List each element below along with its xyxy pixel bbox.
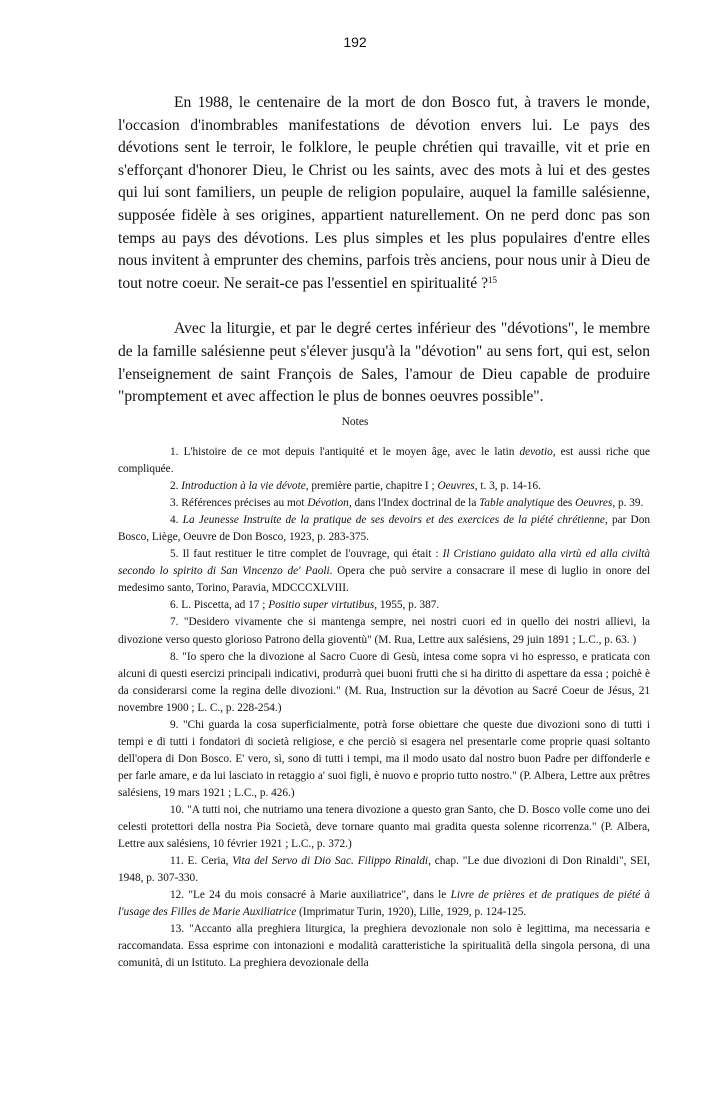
- note-text: 7. "Desidero vivamente che si mantenga sempre, nei nostri cuori ed in quello dei nostri allievi, la divozione verso questo glorioso Patrono della gioventù" (M. Rua, Lettre aux salésiens, 29 juin 1891 ; L.C., p. 63. ): [118, 616, 650, 646]
- note-italic: Positio super virtutibus: [268, 599, 375, 612]
- note-italic: Introduction à la vie dévote: [181, 480, 306, 493]
- note-text: 4.: [170, 514, 183, 527]
- notes-section: [118, 444, 650, 972]
- note-italic: Oeuvres: [575, 497, 613, 510]
- note-italic: devotio: [519, 446, 553, 458]
- note-item: [118, 495, 650, 512]
- body-paragraph: [118, 92, 650, 295]
- note-text: , 1955, p. 387.: [374, 599, 440, 612]
- note-italic: Dévotion: [307, 497, 349, 510]
- note-text: 2.: [170, 480, 182, 493]
- note-text: 12. "Le 24 du mois consacré à Marie auxiliatrice", dans le: [170, 889, 451, 902]
- note-text: (Imprimatur Turin, 1920), Lille, 1929, p. 124-125.: [296, 906, 527, 919]
- note-item: [118, 444, 650, 478]
- note-italic: Oeuvres: [437, 480, 475, 493]
- note-item: [118, 853, 650, 887]
- note-italic: Table analytique: [479, 497, 555, 510]
- note-text: , t. 3, p. 14-16.: [474, 480, 541, 493]
- note-item: [118, 597, 650, 614]
- note-text: 3. Références précises au mot: [170, 497, 308, 510]
- note-text: , chap. "Le due divozioni di Don Rinaldi", SEI, 1948, p. 307-330.: [118, 855, 651, 885]
- note-text: , par Don Bosco, Liège, Oeuvre de Don Bosco, 1923, p. 283-375.: [118, 514, 651, 544]
- note-text: . Opera che può servire a consacrare il mese di luglio in onore del medesimo santo, Torino, Paravia, MDCCCXLVIII.: [118, 565, 651, 595]
- note-italic: La Jeunesse Instruite de la pratique de ses devoirs et des exercices de la piété chrétienne: [182, 514, 605, 527]
- notes-heading: Notes: [341, 416, 369, 428]
- note-text: 11. E. Ceria,: [170, 855, 233, 868]
- note-item: [118, 921, 650, 972]
- note-text: 6. L. Piscetta, ad 17 ;: [170, 599, 269, 612]
- note-italic: Vita del Servo di Dio Sac. Filippo Rinaldi: [232, 855, 429, 868]
- note-italic: Il Cristiano guidato alla virtù ed alla civiltà secondo lo spirito di San Vincenzo de' Paoli: [118, 548, 650, 578]
- note-text: 13. "Accanto alla preghiera liturgica, la preghiera devozionale non solo è legittima, ma necessaria e raccomandata. Essa esprime con intonazioni e modalità caratteristiche la spiritualità della singola persona, di una comunità, di un Istituto. La preghiera devozionale della: [118, 923, 650, 970]
- note-text: 1. L'histoire de ce mot depuis l'antiquité et le moyen âge, avec le latin: [170, 446, 520, 458]
- note-item: [118, 802, 650, 853]
- note-text: 9. "Chi guarda la cosa superficialmente, potrà forse obiettare che queste due divozioni sono di tutti i tempi e di tutti i fondatori di società religiose, e che perciò si esagera nel presentarle come proprie quasi soltanto dell'opera di Don Bosco. E' vero, sì, sono di tutti i tempi, ma il modo usato dal nostro buon Padre per diffonderle e per farle amare, e da lui lasciato in retaggio a' suoi figli, è nuovo e proprio tutto nostro." (P. Albera, Lettre aux prêtres salésiens, 19 mars 1921 ; L.C., p. 426.): [118, 718, 650, 799]
- body-paragraph-text: En 1988, le centenaire de la mort de don Bosco fut, à travers le monde, l'occasion d'inombrables manifestations de dévotion envers lui. Le pays des dévotions sent le terroir, le folklore, le peuple chrétien qui travaille, vit et prie en s'efforçant d'honorer Dieu, le Christ ou les saints, avec des mots à lui et des gestes qui lui sont familiers, un peuple de religion populaire, auquel la famille salésienne, supposée fidèle à ses origines, appartient naturellement. On ne perd donc pas son temps au pays des dévotions. Les plus simples et les plus populaires d'entre elles nous invitent à emprunter des chemins, parfois très anciens, pour nous unir à Dieu de tout notre coeur. Ne serait-ce pas l'essentiel en spiritualité ?: [118, 94, 650, 292]
- note-text: 5. Il faut restituer le titre complet de l'ouvrage, qui était :: [170, 548, 443, 561]
- footnote-reference: 15: [488, 274, 497, 285]
- note-text: des: [554, 497, 576, 510]
- note-text: , dans l'Index doctrinal de la: [348, 497, 480, 510]
- note-text: , première partie, chapitre I ;: [305, 480, 438, 493]
- note-text: 10. "A tutti noi, che nutriamo una tenera divozione a questo gran Santo, che D. Bosco volle come uno dei celesti protettori della nostra Pia Società, deve tornare quanto mai gradita questa solenne ricorrenza." (P. Albera, Lettre aux salésiens, 10 février 1921 ; L.C., p. 372.): [118, 803, 650, 851]
- note-text: , p. 39.: [612, 497, 644, 510]
- note-item: [118, 478, 650, 495]
- note-item: [118, 546, 650, 597]
- note-italic: Livre de prières et de pratiques de piété à l'usage des Filles de Marie Auxiliatrice: [118, 889, 650, 919]
- note-item: [118, 649, 650, 717]
- note-item: [118, 717, 650, 802]
- note-item: [118, 614, 650, 648]
- main-text: [118, 92, 650, 432]
- note-item: [118, 512, 650, 546]
- note-item: [118, 887, 650, 921]
- note-text: 8. "Io spero che la divozione al Sacro Cuore di Gesù, intesa come sopra vi ho espresso, e praticata con alcuni di questi esercizi principali indicativi, produrrà quei buoni frutti che si ha diritto di aspettare da essa ; poichè è da considerarsi come la regina delle divozioni." (M. Rua, Instruction sur la dévotion au Sacré Coeur de Jésus, 21 novembre 1900 ; L. C., p. 228-254.): [118, 650, 650, 714]
- body-paragraph: Avec la liturgie, et par le degré certes inférieur des "dévotions", le membre de la famille salésienne peut s'élever jusqu'à la "dévotion" au sens fort, qui est, selon l'enseignement de saint François de Sales, l'amour de Dieu capable de produire "promptement et avec affection le plus de bonnes oeuvres possible".: [118, 320, 650, 406]
- note-text: , est aussi riche que compliquée.: [118, 446, 650, 476]
- page-number: 192: [343, 34, 367, 50]
